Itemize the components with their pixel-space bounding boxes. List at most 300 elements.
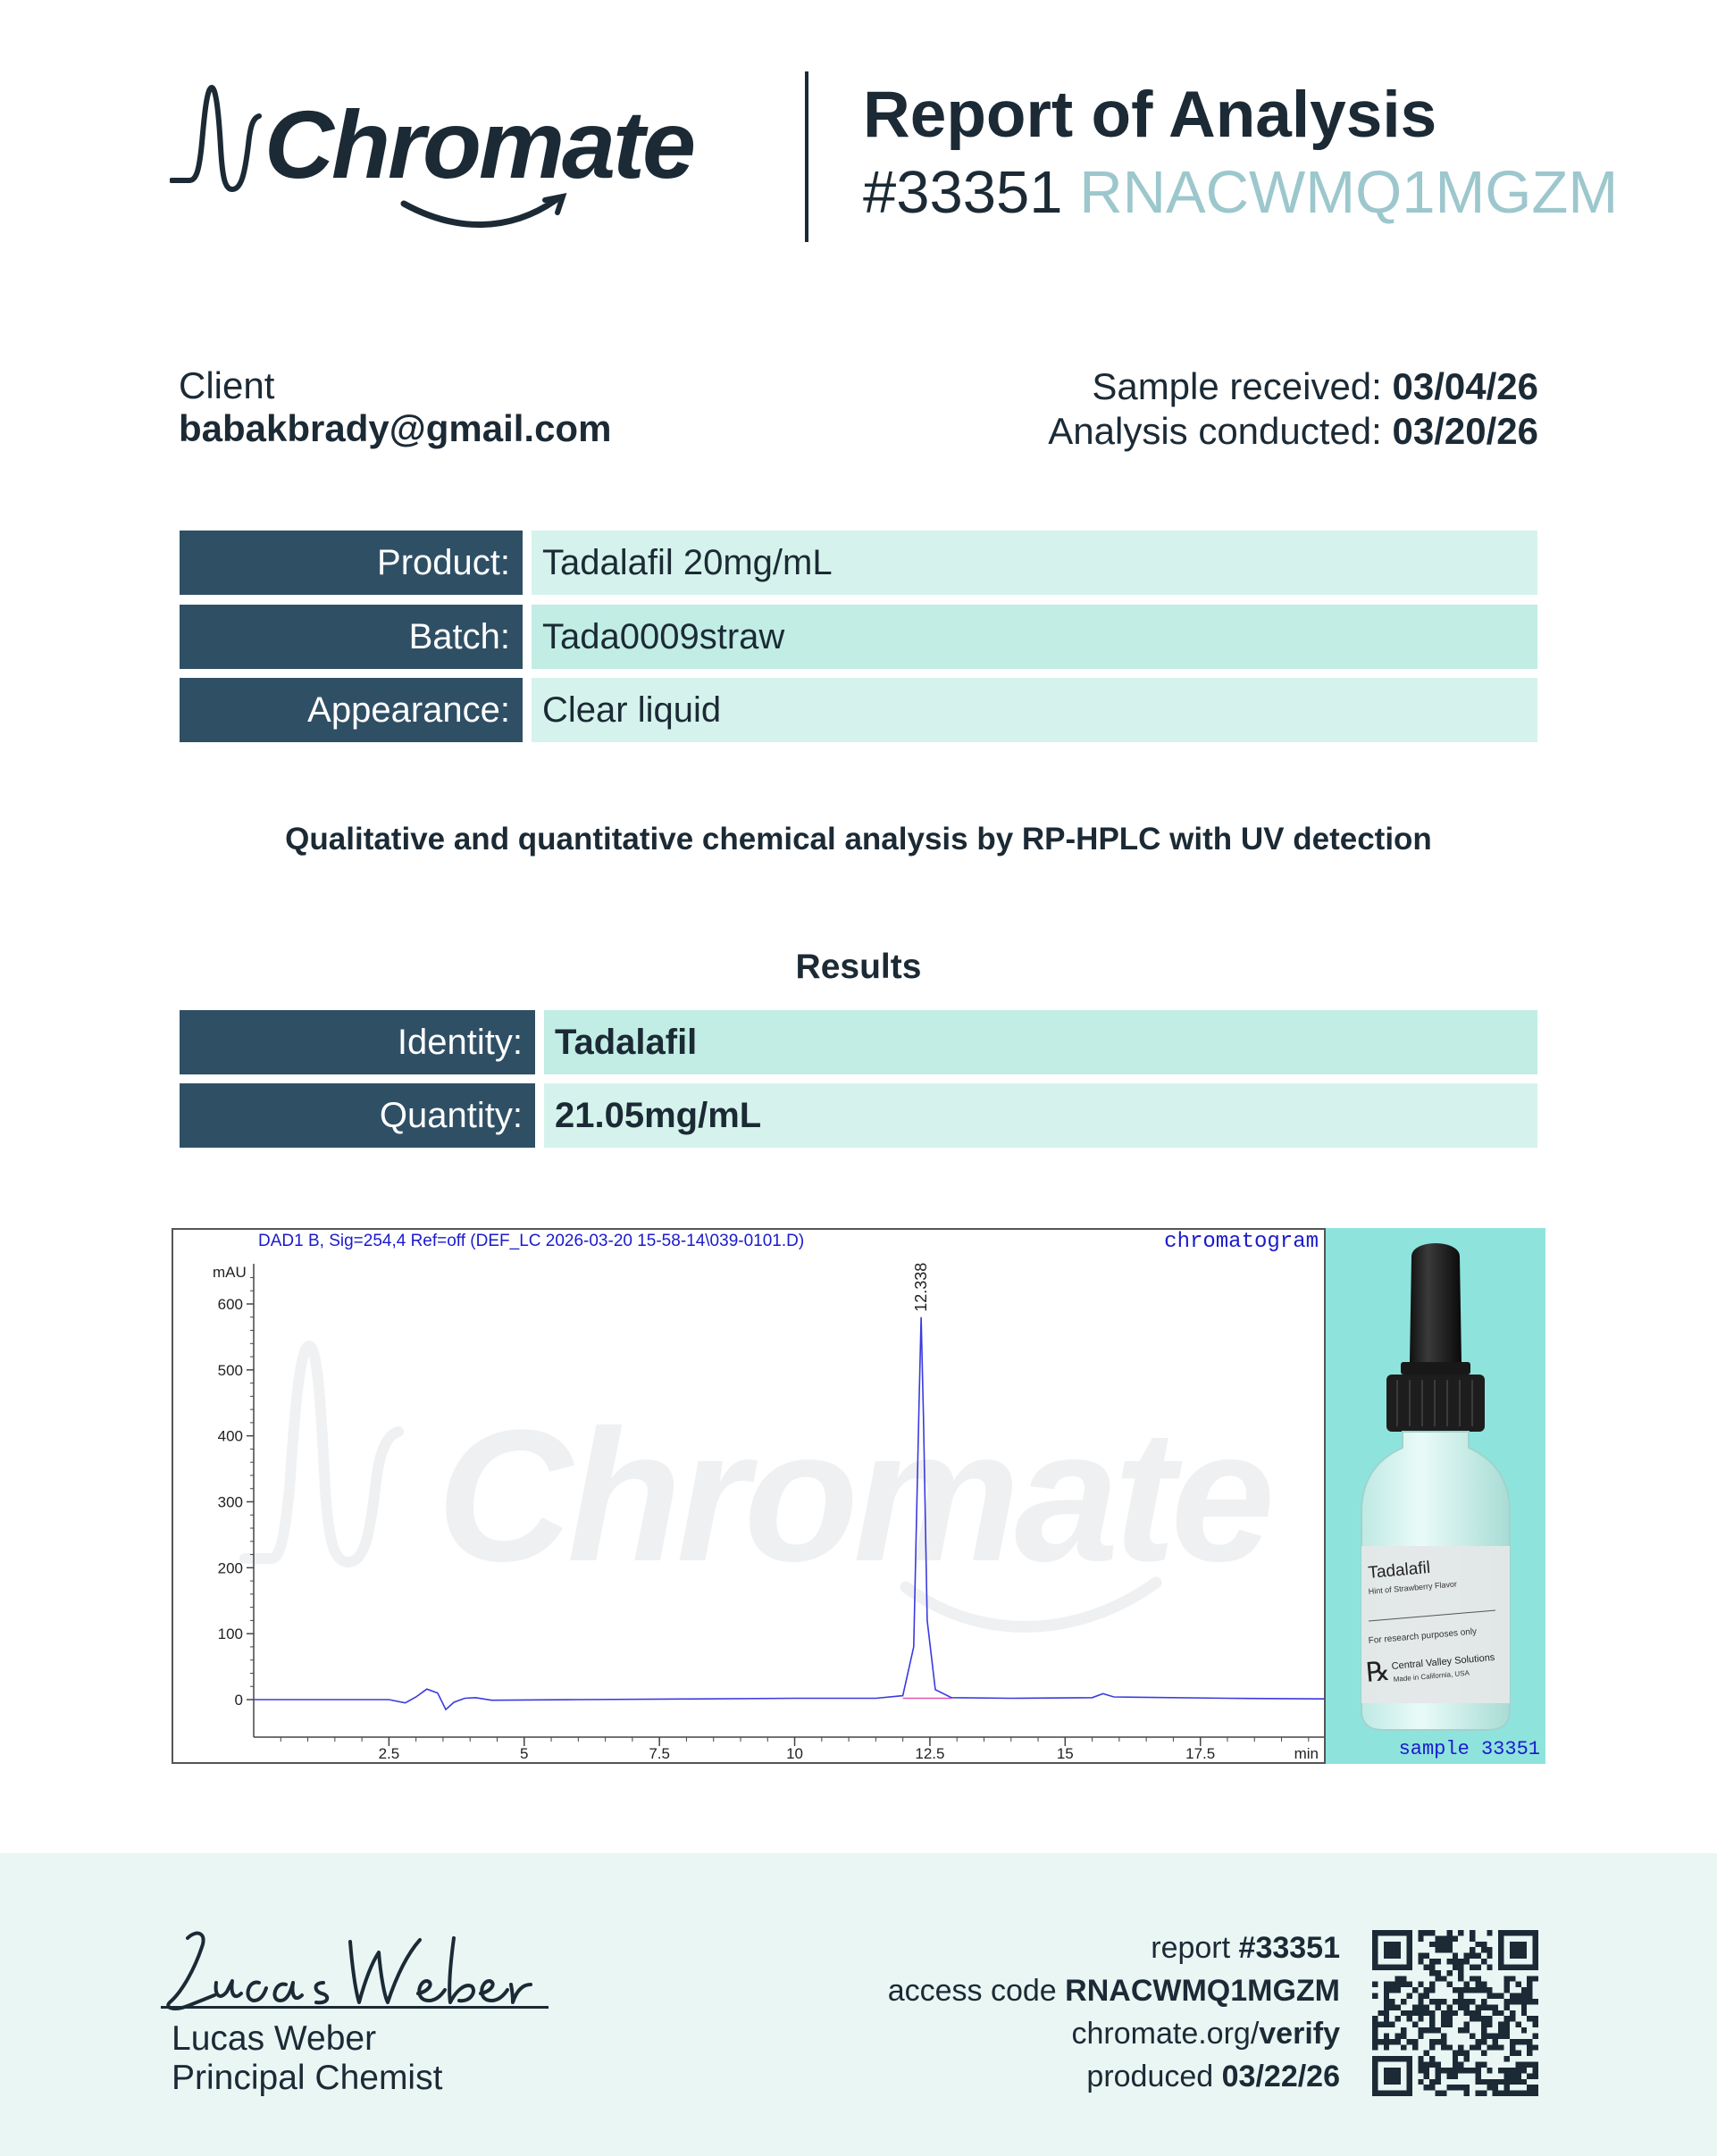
qr-module xyxy=(1481,2079,1487,2085)
chromatogram-panel xyxy=(172,1228,1326,1764)
qr-module xyxy=(1436,2062,1441,2068)
qr-module xyxy=(1453,2068,1458,2073)
qr-module xyxy=(1441,2010,1446,2016)
qr-module xyxy=(1401,1999,1406,2004)
qr-module xyxy=(1521,2004,1527,2010)
produced-label: produced xyxy=(1086,2060,1214,2093)
qr-module xyxy=(1504,2004,1510,2010)
qr-module xyxy=(1441,2044,1446,2050)
qr-module xyxy=(1510,2051,1515,2056)
qr-module xyxy=(1453,1999,1458,2004)
photo-caption: sample 33351 xyxy=(1398,1738,1540,1760)
qr-module xyxy=(1446,2068,1452,2073)
qr-module xyxy=(1481,1942,1487,1947)
qr-module xyxy=(1418,2056,1423,2061)
qr-module xyxy=(1470,1930,1475,1935)
qr-module xyxy=(1481,2062,1487,2068)
qr-module xyxy=(1493,2039,1498,2044)
product-value: Tadalafil 20mg/mL xyxy=(532,531,1537,595)
qr-module xyxy=(1487,1987,1492,1993)
qr-module xyxy=(1527,1976,1532,1981)
qr-module xyxy=(1470,1953,1475,1959)
header-divider xyxy=(805,71,808,242)
y-tick-label: 300 xyxy=(217,1493,243,1511)
qr-module xyxy=(1446,1959,1452,1964)
qr-module xyxy=(1436,2027,1441,2033)
qr-module xyxy=(1521,1993,1527,1999)
qr-module xyxy=(1493,1993,1498,1999)
qr-module xyxy=(1436,2068,1441,2073)
x-tick-label: 5 xyxy=(520,1745,529,1762)
x-unit-label: min xyxy=(1294,1745,1319,1762)
qr-module xyxy=(1401,2033,1406,2038)
qr-module xyxy=(1429,1987,1435,1993)
qr-module xyxy=(1533,2033,1538,2038)
qr-module xyxy=(1470,2044,1475,2050)
qr-module xyxy=(1424,1964,1429,1969)
qr-module xyxy=(1487,2022,1492,2027)
received-line xyxy=(1048,364,1538,409)
qr-module xyxy=(1515,2091,1520,2096)
x-tick-label: 7.5 xyxy=(649,1745,670,1762)
qr-module xyxy=(1521,2010,1527,2016)
qr-module xyxy=(1515,2068,1520,2073)
qr-module xyxy=(1521,2091,1527,2096)
y-tick-label: 200 xyxy=(217,1559,243,1577)
qr-module xyxy=(1401,2044,1406,2050)
qr-module xyxy=(1418,2062,1423,2068)
conducted-line xyxy=(1048,409,1538,454)
qr-module xyxy=(1412,2010,1418,2016)
qr-module xyxy=(1458,2051,1463,2056)
verify-site[interactable]: chromate.org/ xyxy=(1071,2017,1260,2051)
qr-module xyxy=(1389,1999,1395,2004)
qr-module xyxy=(1401,1982,1406,1987)
qr-module xyxy=(1510,2073,1515,2078)
watermark-text: Chromate xyxy=(437,1391,1270,1600)
qr-module xyxy=(1429,2027,1435,2033)
qr-module xyxy=(1384,2033,1389,2038)
qr-module xyxy=(1487,2044,1492,2050)
qr-module xyxy=(1424,2062,1429,2068)
qr-module xyxy=(1475,1942,1480,1947)
rx-icon: ℞ xyxy=(1364,1656,1392,1688)
qr-module xyxy=(1493,2004,1498,2010)
appearance-label: Appearance: xyxy=(180,678,523,742)
qr-module xyxy=(1395,2039,1401,2044)
qr-module xyxy=(1527,2085,1532,2090)
conducted-date: 03/20/26 xyxy=(1392,410,1538,452)
qr-module xyxy=(1521,2027,1527,2033)
qr-module xyxy=(1464,2004,1470,2010)
chromatogram-header: DAD1 B, Sig=254,4 Ref=off (DEF_LC 2026-03-20 15-58-14\039-0101.D) xyxy=(258,1232,805,1250)
qr-module xyxy=(1515,2039,1520,2044)
qr-module xyxy=(1429,2016,1435,2021)
y-unit-label: mAU xyxy=(213,1264,247,1281)
qr-module xyxy=(1521,2062,1527,2068)
qr-module xyxy=(1446,2022,1452,2027)
qr-module xyxy=(1389,2004,1395,2010)
qr-module xyxy=(1458,2062,1463,2068)
qr-module xyxy=(1504,2079,1510,2085)
label-origin: Made in California, USA xyxy=(1393,1668,1470,1684)
qr-module xyxy=(1384,2044,1389,2050)
product-row xyxy=(180,531,1537,595)
qr-module xyxy=(1389,1987,1395,1993)
qr-module xyxy=(1498,2027,1503,2033)
qr-module xyxy=(1470,2068,1475,2073)
qr-module xyxy=(1504,2091,1510,2096)
qr-module xyxy=(1510,2079,1515,2085)
qr-module xyxy=(1464,1999,1470,2004)
qr-module xyxy=(1424,1953,1429,1959)
qr-module xyxy=(1458,2085,1463,2090)
qr-module xyxy=(1527,1999,1532,2004)
qr-module xyxy=(1475,2068,1480,2073)
qr-module xyxy=(1498,2010,1503,2016)
qr-module xyxy=(1446,2004,1452,2010)
y-tick-label: 0 xyxy=(234,1692,243,1709)
qr-module xyxy=(1429,2039,1435,2044)
qr-module xyxy=(1418,2079,1423,2085)
qr-module xyxy=(1436,2091,1441,2096)
chromatogram-tag: chromatogram xyxy=(1164,1230,1319,1254)
qr-module xyxy=(1481,2004,1487,2010)
qr-module xyxy=(1470,1964,1475,1969)
qr-module xyxy=(1475,2010,1480,2016)
qr-module xyxy=(1510,1976,1515,1981)
qr-module xyxy=(1378,2010,1383,2016)
qr-module xyxy=(1504,2068,1510,2073)
qr-module xyxy=(1418,2010,1423,2016)
handwritten-signature-icon xyxy=(161,1920,554,2018)
report-line xyxy=(888,1926,1340,1969)
qr-module xyxy=(1436,1947,1441,1952)
qr-module xyxy=(1446,2073,1452,2078)
qr-module xyxy=(1527,1993,1532,1999)
qr-module xyxy=(1436,2039,1441,2044)
qr-module xyxy=(1533,2068,1538,2073)
x-tick-label: 15 xyxy=(1056,1745,1074,1762)
qr-module xyxy=(1458,1964,1463,1969)
produced-line xyxy=(888,2055,1340,2098)
qr-module xyxy=(1453,1959,1458,1964)
qr-module xyxy=(1384,2010,1389,2016)
results-title: Results xyxy=(795,948,922,986)
qr-module xyxy=(1453,1935,1458,1941)
qr-module xyxy=(1401,1976,1406,1981)
qr-module xyxy=(1504,2027,1510,2033)
x-tick-label: 12.5 xyxy=(915,1745,945,1762)
qr-module xyxy=(1446,2085,1452,2090)
qr-module xyxy=(1406,2010,1411,2016)
qr-module xyxy=(1458,1930,1463,1935)
qr-module xyxy=(1504,1976,1510,1981)
qr-module xyxy=(1424,1993,1429,1999)
qr-module xyxy=(1418,2016,1423,2021)
qr-module xyxy=(1429,2022,1435,2027)
qr-module xyxy=(1464,2068,1470,2073)
qr-module xyxy=(1470,2033,1475,2038)
qr-module xyxy=(1464,2010,1470,2016)
qr-module xyxy=(1446,2044,1452,2050)
qr-module xyxy=(1401,2010,1406,2016)
report-id xyxy=(863,159,1619,226)
qr-module xyxy=(1498,2068,1503,2073)
qr-module xyxy=(1487,2079,1492,2085)
qr-module xyxy=(1475,1987,1480,1993)
qr-module xyxy=(1475,2091,1480,2096)
qr-module xyxy=(1453,2085,1458,2090)
x-tick-label: 17.5 xyxy=(1185,1745,1216,1762)
qr-module xyxy=(1424,2027,1429,2033)
peak-label: 12.338 xyxy=(912,1262,931,1312)
qr-module xyxy=(1441,1942,1446,1947)
qr-module xyxy=(1429,2085,1435,2090)
chromate-logo xyxy=(170,80,694,241)
qr-module xyxy=(1395,2033,1401,2038)
qr-module xyxy=(1446,2016,1452,2021)
qr-module xyxy=(1487,2004,1492,2010)
qr-module xyxy=(1372,2044,1378,2050)
appearance-row xyxy=(180,678,1537,742)
qr-module xyxy=(1424,2085,1429,2090)
qr-code-icon[interactable] xyxy=(1372,1930,1538,2096)
method-description: Qualitative and quantitative chemical analysis by RP-HPLC with UV detection xyxy=(285,822,1432,857)
qr-module xyxy=(1515,1982,1520,1987)
qr-module xyxy=(1384,1982,1389,1987)
qr-module xyxy=(1481,2091,1487,2096)
qr-module xyxy=(1418,2068,1423,2073)
qr-module xyxy=(1487,1964,1492,1969)
qr-module xyxy=(1441,2022,1446,2027)
qr-module xyxy=(1429,1964,1435,1969)
qr-module xyxy=(1458,1970,1463,1976)
qr-code[interactable] xyxy=(1372,1930,1538,2096)
batch-row xyxy=(180,605,1537,669)
qr-module xyxy=(1384,2016,1389,2021)
qr-module xyxy=(1424,2004,1429,2010)
qr-module xyxy=(1446,1947,1452,1952)
qr-module xyxy=(1418,2004,1423,2010)
quantity-value: 21.05mg/mL xyxy=(544,1083,1537,1148)
qr-module xyxy=(1429,2062,1435,2068)
qr-module xyxy=(1418,1999,1423,2004)
qr-module xyxy=(1429,2056,1435,2061)
qr-module xyxy=(1436,1970,1441,1976)
verify-link[interactable] xyxy=(888,2012,1340,2055)
qr-module xyxy=(1504,2085,1510,2090)
qr-module xyxy=(1429,2044,1435,2050)
qr-module xyxy=(1515,2079,1520,2085)
qr-module xyxy=(1493,2033,1498,2038)
batch-value: Tada0009straw xyxy=(532,605,1537,669)
qr-module xyxy=(1493,2010,1498,2016)
access-code: RNACWMQ1MGZM xyxy=(1079,159,1619,226)
qr-module xyxy=(1453,2010,1458,2016)
qr-module xyxy=(1384,2039,1389,2044)
qr-module xyxy=(1395,1976,1401,1981)
qr-module xyxy=(1406,2039,1411,2044)
qr-module xyxy=(1475,2073,1480,2078)
qr-module xyxy=(1498,2033,1503,2038)
qr-module xyxy=(1498,2044,1503,2050)
watermark-logo xyxy=(245,1346,1269,1626)
qr-module xyxy=(1510,2091,1515,2096)
qr-module xyxy=(1395,1982,1401,1987)
qr-module xyxy=(1475,2016,1480,2021)
qr-module xyxy=(1389,1982,1395,1987)
produced-date: 03/22/26 xyxy=(1221,2060,1340,2093)
signer-title: Principal Chemist xyxy=(172,2059,443,2097)
label-note: For research purposes only xyxy=(1368,1626,1478,1646)
report-number: #33351 xyxy=(863,159,1063,226)
qr-module xyxy=(1412,2022,1418,2027)
qr-module xyxy=(1372,2027,1378,2033)
qr-module xyxy=(1406,2016,1411,2021)
footer-access-code: RNACWMQ1MGZM xyxy=(1065,1974,1340,2008)
signer-name: Lucas Weber xyxy=(172,2019,377,2058)
identity-label: Identity: xyxy=(180,1010,535,1074)
qr-module xyxy=(1515,2051,1520,2056)
qr-module xyxy=(1424,1987,1429,1993)
qr-module xyxy=(1475,1953,1480,1959)
qr-module xyxy=(1389,2022,1395,2027)
qr-module xyxy=(1418,1959,1423,1964)
qr-module xyxy=(1464,2027,1470,2033)
qr-module xyxy=(1527,1987,1532,1993)
access-label: access code xyxy=(887,1974,1057,2008)
qr-module xyxy=(1458,1987,1463,1993)
qr-module xyxy=(1441,1976,1446,1981)
qr-module xyxy=(1493,2085,1498,2090)
qr-module xyxy=(1527,2039,1532,2044)
qr-module xyxy=(1384,1987,1389,1993)
qr-module xyxy=(1533,2022,1538,2027)
qr-module xyxy=(1521,2068,1527,2073)
qr-module xyxy=(1470,1947,1475,1952)
y-tick-label: 400 xyxy=(217,1427,243,1445)
dropper-bottle-icon xyxy=(1326,1228,1545,1764)
qr-module xyxy=(1446,1982,1452,1987)
qr-module xyxy=(1504,2033,1510,2038)
client-label: Client xyxy=(179,364,275,406)
qr-module xyxy=(1429,2010,1435,2016)
qr-module xyxy=(1384,2004,1389,2010)
qr-module xyxy=(1441,1947,1446,1952)
qr-module xyxy=(1389,2039,1395,2044)
qr-module xyxy=(1464,2091,1470,2096)
qr-module xyxy=(1533,1999,1538,2004)
qr-module xyxy=(1487,1953,1492,1959)
qr-finder-core xyxy=(1384,1942,1401,1959)
qr-module xyxy=(1487,1930,1492,1935)
qr-module xyxy=(1453,2056,1458,2061)
qr-module xyxy=(1498,2091,1503,2096)
qr-module xyxy=(1510,2010,1515,2016)
qr-module xyxy=(1453,1953,1458,1959)
product-label: Product: xyxy=(180,531,523,595)
qr-module xyxy=(1533,1976,1538,1981)
qr-module xyxy=(1458,1999,1463,2004)
qr-module xyxy=(1424,2073,1429,2078)
qr-module xyxy=(1510,2016,1515,2021)
qr-module xyxy=(1470,1935,1475,1941)
qr-module xyxy=(1481,2022,1487,2027)
qr-module xyxy=(1453,1964,1458,1969)
qr-module xyxy=(1441,2039,1446,2044)
qr-module xyxy=(1493,2091,1498,2096)
qr-module xyxy=(1412,2044,1418,2050)
qr-module xyxy=(1504,1999,1510,2004)
verify-path[interactable]: verify xyxy=(1259,2017,1340,2051)
qr-module xyxy=(1481,1947,1487,1952)
qr-module xyxy=(1424,2010,1429,2016)
qr-module xyxy=(1406,1982,1411,1987)
qr-module xyxy=(1487,1993,1492,1999)
client-email: babakbrady@gmail.com xyxy=(179,407,612,449)
qr-module xyxy=(1372,2022,1378,2027)
qr-module xyxy=(1470,2010,1475,2016)
qr-module xyxy=(1453,2073,1458,2078)
report-title: Report of Analysis xyxy=(863,79,1437,151)
qr-module xyxy=(1395,1987,1401,1993)
qr-module xyxy=(1436,2004,1441,2010)
identity-row xyxy=(180,1010,1537,1074)
x-tick-label: 10 xyxy=(786,1745,804,1762)
qr-module xyxy=(1453,1987,1458,1993)
qr-module xyxy=(1446,1970,1452,1976)
qr-module xyxy=(1424,2051,1429,2056)
qr-module xyxy=(1527,2051,1532,2056)
qr-module xyxy=(1510,2039,1515,2044)
qr-finder-core xyxy=(1510,1942,1527,1959)
qr-module xyxy=(1436,1959,1441,1964)
qr-module xyxy=(1504,2022,1510,2027)
qr-module xyxy=(1481,1982,1487,1987)
signature-line xyxy=(161,2006,549,2009)
qr-module xyxy=(1504,2016,1510,2021)
qr-module xyxy=(1464,2056,1470,2061)
qr-module xyxy=(1533,2091,1538,2096)
qr-module xyxy=(1521,2079,1527,2085)
qr-module xyxy=(1429,1959,1435,1964)
qr-module xyxy=(1464,2051,1470,2056)
qr-module xyxy=(1418,2033,1423,2038)
label-title: Tadalafil xyxy=(1367,1558,1431,1583)
qr-module xyxy=(1458,1959,1463,1964)
qr-module xyxy=(1464,1987,1470,1993)
quantity-label: Quantity: xyxy=(180,1083,535,1148)
qr-module xyxy=(1446,1942,1452,1947)
y-tick-label: 600 xyxy=(217,1296,243,1313)
qr-module xyxy=(1429,2079,1435,2085)
qr-module xyxy=(1441,1935,1446,1941)
qr-module xyxy=(1533,2044,1538,2050)
qr-module xyxy=(1372,2033,1378,2038)
qr-module xyxy=(1429,1999,1435,2004)
qr-module xyxy=(1436,1999,1441,2004)
label-flavor: Hint of Strawberry Flavor xyxy=(1368,1579,1458,1596)
qr-module xyxy=(1372,2039,1378,2044)
qr-module xyxy=(1475,1976,1480,1981)
qr-module xyxy=(1481,2016,1487,2021)
qr-module xyxy=(1504,2073,1510,2078)
appearance-value: Clear liquid xyxy=(532,678,1537,742)
y-tick-label: 500 xyxy=(217,1361,243,1379)
qr-module xyxy=(1384,1993,1389,1999)
qr-module xyxy=(1436,1935,1441,1941)
